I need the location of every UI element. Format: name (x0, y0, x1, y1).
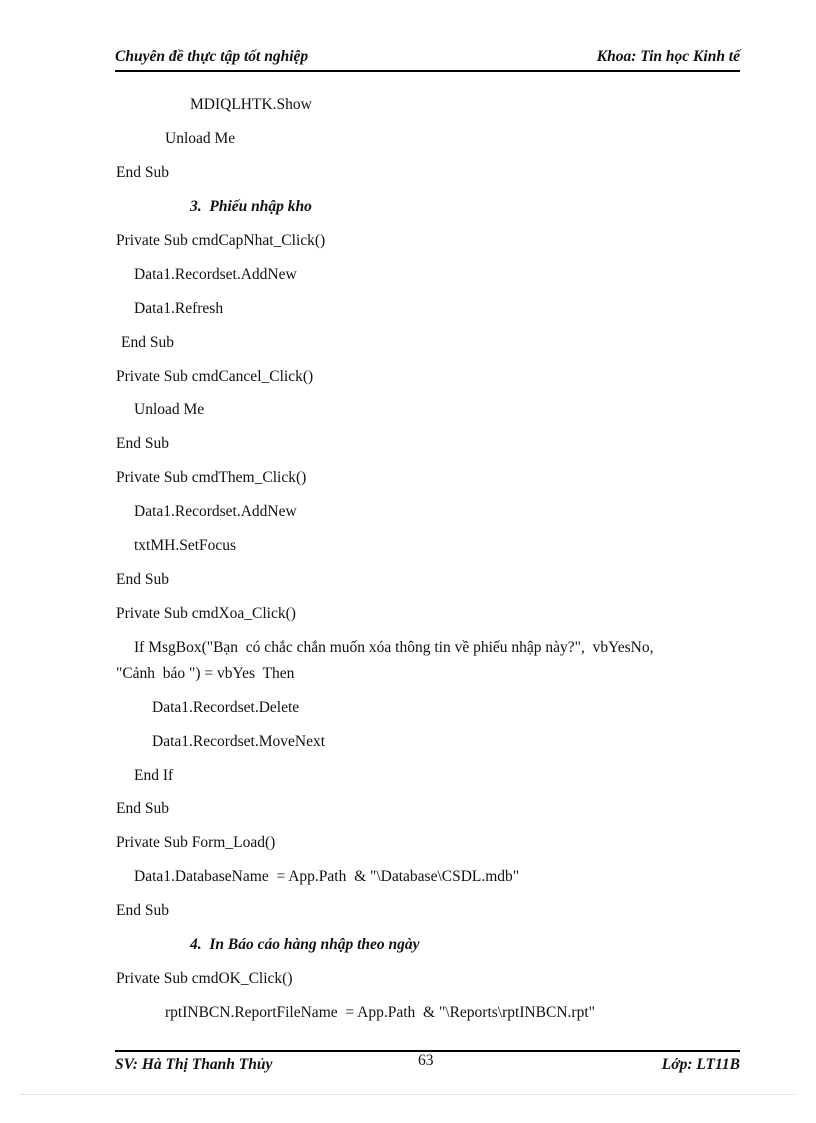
page-edge-divider (20, 1094, 796, 1095)
code-line: End Sub (116, 164, 169, 181)
code-line: Private Sub cmdOK_Click() (116, 970, 293, 987)
code-line: Data1.Refresh (134, 300, 224, 317)
code-line: End Sub (116, 902, 169, 919)
page-header (115, 48, 740, 72)
code-line: Private Sub cmdCancel_Click() (116, 368, 314, 385)
code-line: Data1.Recordset.Delete (152, 699, 300, 716)
header-right-faculty: Khoa: Tin học Kinh tế (596, 48, 740, 65)
code-line: MDIQLHTK.Show (190, 96, 312, 113)
section-heading: 3. Phiếu nhập kho (190, 198, 312, 215)
code-line: Private Sub cmdXoa_Click() (116, 605, 296, 622)
footer-student-name: SV: Hà Thị Thanh Thủy (115, 1056, 273, 1073)
code-line: End Sub (116, 571, 169, 588)
code-line: End If (134, 767, 174, 784)
code-line: Private Sub cmdCapNhat_Click() (116, 232, 326, 249)
page-number: 63 (418, 1052, 434, 1069)
code-line: "Cảnh báo ") = vbYes Then (116, 665, 295, 682)
code-line: Data1.Recordset.AddNew (134, 266, 297, 283)
header-left-title: Chuyên đề thực tập tốt nghiệp (115, 48, 309, 65)
code-line: End Sub (116, 800, 169, 817)
code-line: Unload Me (165, 130, 236, 147)
code-line: Data1.DatabaseName = App.Path & "\Database\CSDL.mdb" (134, 868, 520, 885)
code-line: End Sub (121, 334, 174, 351)
code-line: Private Sub Form_Load() (116, 834, 276, 851)
code-line: Private Sub cmdThem_Click() (116, 469, 307, 486)
code-line: rptINBCN.ReportFileName = App.Path & "\Reports\rptINBCN.rpt" (165, 1004, 595, 1021)
code-line: Data1.Recordset.MoveNext (152, 733, 326, 750)
code-line: End Sub (116, 435, 169, 452)
section-heading: 4. In Báo cáo hàng nhập theo ngày (190, 936, 420, 953)
code-line: Unload Me (134, 401, 205, 418)
code-line: txtMH.SetFocus (134, 537, 237, 554)
footer-class: Lớp: LT11B (661, 1056, 740, 1073)
code-line: If MsgBox("Bạn có chắc chắn muốn xóa thông tin về phiếu nhập này?", vbYesNo, (134, 639, 654, 656)
code-line: Data1.Recordset.AddNew (134, 503, 297, 520)
